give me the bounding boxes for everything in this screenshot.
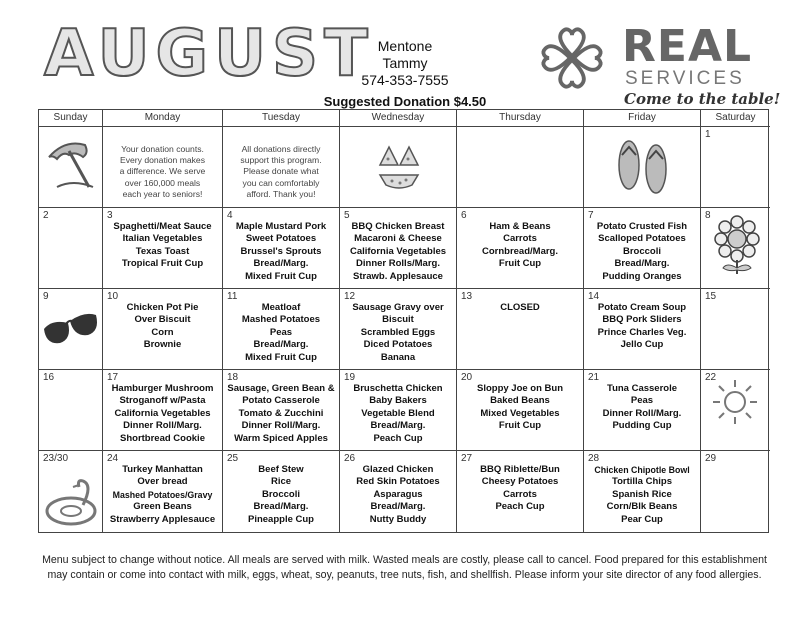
note-line: All donations directly bbox=[241, 144, 321, 154]
menu-item: BBQ Riblette/Bun bbox=[480, 464, 560, 475]
calendar-cell bbox=[584, 208, 701, 289]
menu-item: Corn bbox=[151, 326, 174, 338]
menu-item: Warm Spiced Apples bbox=[234, 432, 328, 444]
logo-services: SERVICES bbox=[625, 68, 745, 89]
calendar-cell bbox=[701, 289, 770, 370]
day-number: 16 bbox=[43, 372, 55, 383]
menu-item: Fruit Cup bbox=[498, 258, 542, 270]
note-line: afford. Thank you! bbox=[246, 188, 316, 199]
calendar-cell bbox=[223, 370, 340, 451]
day-number: 24 bbox=[107, 453, 119, 464]
menu-item: Dinner Roll/Marg. bbox=[602, 407, 682, 419]
menu-item: Peas bbox=[269, 326, 293, 338]
menu-item: Bread/Marg. bbox=[253, 258, 309, 270]
logo-real: REAL bbox=[622, 21, 753, 72]
calendar-cell bbox=[340, 208, 457, 289]
calendar-cell bbox=[340, 127, 457, 208]
menu-item: Peas bbox=[630, 395, 654, 407]
menu-item: Ham & Beans bbox=[489, 221, 551, 232]
menu-item: Bruschetta Chicken bbox=[353, 383, 443, 394]
calendar-cell bbox=[223, 451, 340, 532]
menu-item: Strawberry Applesauce bbox=[109, 513, 216, 525]
calendar-cell bbox=[103, 208, 223, 289]
menu-item: Broccoli bbox=[622, 245, 661, 257]
menu-item: Prince Charles Veg. bbox=[597, 326, 687, 338]
day-number: 25 bbox=[227, 453, 239, 464]
menu-item: Potato Casserole bbox=[242, 395, 320, 407]
day-number: 21 bbox=[588, 372, 600, 383]
menu-item: Sweet Potatoes bbox=[245, 233, 317, 245]
swan-float-icon bbox=[43, 475, 99, 529]
calendar-cell bbox=[223, 208, 340, 289]
menu-item: Over Biscuit bbox=[134, 314, 191, 326]
sunglasses-icon bbox=[42, 305, 100, 349]
calendar-cell bbox=[39, 127, 103, 208]
menu-item: Spaghetti/Meat Sauce bbox=[113, 221, 212, 232]
day-number: 23/30 bbox=[43, 453, 69, 464]
calendar-cell bbox=[701, 127, 770, 208]
calendar-cell bbox=[701, 451, 770, 532]
weekday-header: Sunday bbox=[39, 110, 103, 127]
menu-item: Dinner Roll/Marg. bbox=[241, 420, 321, 432]
menu-item: California Vegetables bbox=[349, 245, 447, 257]
menu-item: Beef Stew bbox=[258, 464, 304, 475]
note-line: over 160,000 meals bbox=[124, 177, 201, 188]
menu-item: Texas Toast bbox=[135, 245, 190, 257]
menu-item: Strawb. Applesauce bbox=[353, 270, 443, 282]
menu-item: Tortilla Chips bbox=[612, 476, 672, 488]
menu-item: Sausage, Green Bean & bbox=[227, 383, 335, 394]
menu-item: Mixed Vegetables bbox=[480, 407, 560, 419]
day-number: 8 bbox=[705, 210, 711, 221]
day-number: 2 bbox=[43, 210, 49, 221]
flower-icon bbox=[711, 212, 763, 276]
menu-item: Italian Vegetables bbox=[122, 233, 203, 245]
note-line: a difference. We serve bbox=[119, 166, 206, 177]
menu-item: Sloppy Joe on Bun bbox=[476, 383, 564, 394]
day-number: 29 bbox=[705, 453, 717, 464]
day-number: 18 bbox=[227, 372, 239, 383]
donation-note-cell bbox=[223, 127, 340, 208]
menu-item: Tuna Casserole bbox=[606, 383, 678, 394]
calendar-cell bbox=[457, 127, 584, 208]
calendar-cell bbox=[39, 208, 103, 289]
weekday-header: Friday bbox=[584, 110, 701, 127]
day-number: 5 bbox=[344, 210, 350, 221]
day-number: 3 bbox=[107, 210, 113, 221]
menu-item: Sausage Gravy over bbox=[352, 302, 444, 313]
menu-item: Asparagus bbox=[373, 488, 423, 500]
note-line: Please donate what bbox=[243, 166, 319, 177]
month-title: AUGUST bbox=[44, 17, 374, 91]
menu-item: Dinner Roll/Marg. bbox=[123, 420, 202, 432]
menu-item: Carrots bbox=[503, 233, 537, 245]
day-number: 15 bbox=[705, 291, 717, 302]
day-number: 11 bbox=[227, 291, 238, 302]
day-number: 17 bbox=[107, 372, 119, 383]
calendar-cell bbox=[340, 451, 457, 532]
menu-item: Shortbread Cookie bbox=[120, 432, 205, 444]
calendar-cell bbox=[701, 208, 770, 289]
menu-item: Pineapple Cup bbox=[248, 513, 314, 525]
sun-icon bbox=[711, 378, 759, 426]
flip-flops-icon bbox=[612, 137, 674, 195]
note-line: support this program. bbox=[240, 155, 322, 166]
menu-item: Bread/Marg. bbox=[614, 258, 670, 270]
menu-item: Bread/Marg. bbox=[253, 339, 309, 351]
weekday-header: Tuesday bbox=[223, 110, 340, 127]
calendar-cell bbox=[584, 451, 701, 532]
menu-item: Pudding Oranges bbox=[602, 270, 682, 282]
menu-item: Hamburger Mushroom bbox=[111, 383, 214, 394]
menu-item: Peach Cup bbox=[373, 432, 423, 444]
calendar-cell bbox=[39, 451, 103, 532]
note-line: Your donation counts. bbox=[121, 144, 204, 154]
menu-item: Baby Bakers bbox=[369, 395, 427, 407]
day-number: 28 bbox=[588, 453, 600, 464]
suggested-donation: Suggested Donation $4.50 bbox=[323, 94, 487, 109]
location-name: Mentone bbox=[377, 38, 433, 54]
calendar-cell bbox=[457, 370, 584, 451]
contact-name: Tammy bbox=[382, 55, 428, 71]
day-number: 19 bbox=[344, 372, 356, 383]
menu-item: Cheesy Potatoes bbox=[481, 476, 559, 488]
calendar-cell bbox=[103, 370, 223, 451]
footer-disclaimer bbox=[32, 553, 777, 583]
menu-item: Maple Mustard Pork bbox=[235, 221, 327, 232]
menu-item: Baked Beans bbox=[490, 395, 550, 407]
menu-item: Spanish Rice bbox=[612, 488, 672, 500]
menu-item: Nutty Buddy bbox=[369, 513, 427, 525]
menu-item: Jello Cup bbox=[620, 339, 664, 351]
menu-item: Pudding Cup bbox=[612, 420, 672, 432]
menu-item: Bread/Marg. bbox=[370, 420, 426, 432]
site-info bbox=[330, 38, 480, 89]
menu-item: Mixed Fruit Cup bbox=[245, 351, 317, 363]
day-number: 27 bbox=[461, 453, 473, 464]
menu-item: Brownie bbox=[143, 339, 182, 351]
menu-item: Diced Potatoes bbox=[363, 339, 433, 351]
day-number: 4 bbox=[227, 210, 233, 221]
calendar-cell bbox=[39, 289, 103, 370]
menu-item: Biscuit bbox=[382, 314, 414, 326]
closed-label: CLOSED bbox=[500, 302, 540, 313]
note-line: you can comfortably bbox=[242, 177, 320, 188]
disclaimer-line: Menu subject to change without notice. All meals are served with milk. Wasted meals are costly, please call to cancel. Food prepared for this establishment bbox=[42, 554, 767, 566]
weekday-header: Saturday bbox=[701, 110, 770, 127]
calendar-cell bbox=[584, 127, 701, 208]
menu-item: Meatloaf bbox=[261, 302, 301, 313]
menu-item: Glazed Chicken bbox=[362, 464, 434, 475]
weekday-header: Monday bbox=[103, 110, 223, 127]
menu-item: Bread/Marg. bbox=[370, 501, 426, 513]
menu-item: Cornbread/Marg. bbox=[481, 245, 558, 257]
menu-item: Pear Cup bbox=[621, 513, 663, 525]
note-line: each year to seniors! bbox=[122, 188, 203, 199]
menu-item: Rice bbox=[270, 476, 292, 488]
calendar-cell bbox=[39, 370, 103, 451]
disclaimer-line: may contain or come into contact with milk, eggs, wheat, soy, peanuts, tree nuts, fish, and shellfish. Please inform your site director of any food allergies. bbox=[47, 569, 762, 581]
menu-item: Red Skin Potatoes bbox=[356, 476, 440, 488]
menu-item: Corn/Blk Beans bbox=[606, 501, 678, 513]
menu-item: BBQ Pork Sliders bbox=[602, 314, 682, 326]
beach-umbrella-icon bbox=[45, 137, 97, 193]
calendar-cell bbox=[340, 289, 457, 370]
phone-number: 574-353-7555 bbox=[361, 72, 449, 88]
day-number: 10 bbox=[107, 291, 119, 302]
menu-item: Peach Cup bbox=[495, 501, 545, 513]
menu-item: Scrambled Eggs bbox=[360, 326, 436, 338]
menu-item: Broccoli bbox=[261, 488, 300, 500]
day-number: 12 bbox=[344, 291, 356, 302]
donation-note-cell bbox=[103, 127, 223, 208]
day-number: 7 bbox=[588, 210, 594, 221]
menu-item: Over bread bbox=[137, 476, 188, 488]
day-number: 9 bbox=[43, 291, 49, 302]
menu-item: Green Beans bbox=[133, 501, 192, 513]
menu-calendar bbox=[38, 109, 769, 533]
menu-item: Bread/Marg. bbox=[253, 501, 309, 513]
menu-item: Stroganoff w/Pasta bbox=[119, 395, 206, 407]
day-number: 26 bbox=[344, 453, 356, 464]
menu-item: BBQ Chicken Breast bbox=[351, 221, 445, 232]
menu-item: Chicken Pot Pie bbox=[126, 302, 199, 313]
note-line: Every donation makes bbox=[119, 155, 206, 166]
calendar-cell bbox=[457, 451, 584, 532]
calendar-cell bbox=[223, 289, 340, 370]
day-number: 6 bbox=[461, 210, 467, 221]
menu-item: Mashed Potatoes bbox=[241, 314, 321, 326]
menu-item: Tropical Fruit Cup bbox=[121, 258, 204, 270]
menu-item: Mixed Fruit Cup bbox=[245, 270, 317, 282]
menu-item: Potato Cream Soup bbox=[597, 302, 687, 313]
day-number: 20 bbox=[461, 372, 473, 383]
day-number: 1 bbox=[705, 129, 711, 140]
day-number: 13 bbox=[461, 291, 473, 302]
calendar-cell bbox=[457, 208, 584, 289]
menu-item: Macaroni & Cheese bbox=[354, 233, 442, 245]
day-number: 22 bbox=[705, 372, 717, 383]
calendar-cell bbox=[103, 451, 223, 532]
menu-item: Tomato & Zucchini bbox=[238, 407, 324, 419]
day-number: 14 bbox=[588, 291, 600, 302]
menu-item: Mashed Potatoes/Gravy bbox=[112, 489, 213, 500]
menu-item: Fruit Cup bbox=[498, 420, 542, 432]
hearts-clover-icon bbox=[534, 20, 610, 96]
menu-item: Potato Crusted Fish bbox=[596, 221, 688, 232]
calendar-cell bbox=[584, 289, 701, 370]
logo-tagline: Come to the table! bbox=[624, 90, 781, 108]
menu-item: Turkey Manhattan bbox=[122, 464, 203, 475]
menu-item: Scalloped Potatoes bbox=[598, 233, 686, 245]
menu-item: Vegetable Blend bbox=[361, 407, 435, 419]
calendar-cell bbox=[103, 289, 223, 370]
menu-item: Dinner Rolls/Marg. bbox=[356, 258, 440, 270]
calendar-cell bbox=[457, 289, 584, 370]
menu-item: Brussel's Sprouts bbox=[240, 245, 322, 257]
menu-item: Carrots bbox=[503, 488, 537, 500]
weekday-header: Wednesday bbox=[340, 110, 457, 127]
weekday-header: Thursday bbox=[457, 110, 584, 127]
calendar-cell bbox=[340, 370, 457, 451]
bikini-icon bbox=[374, 141, 424, 197]
menu-item: Banana bbox=[380, 351, 416, 363]
menu-item: Chicken Chipotle Bowl bbox=[594, 465, 690, 475]
calendar-cell bbox=[584, 370, 701, 451]
calendar-cell bbox=[701, 370, 770, 451]
menu-item: California Vegetables bbox=[114, 407, 211, 419]
